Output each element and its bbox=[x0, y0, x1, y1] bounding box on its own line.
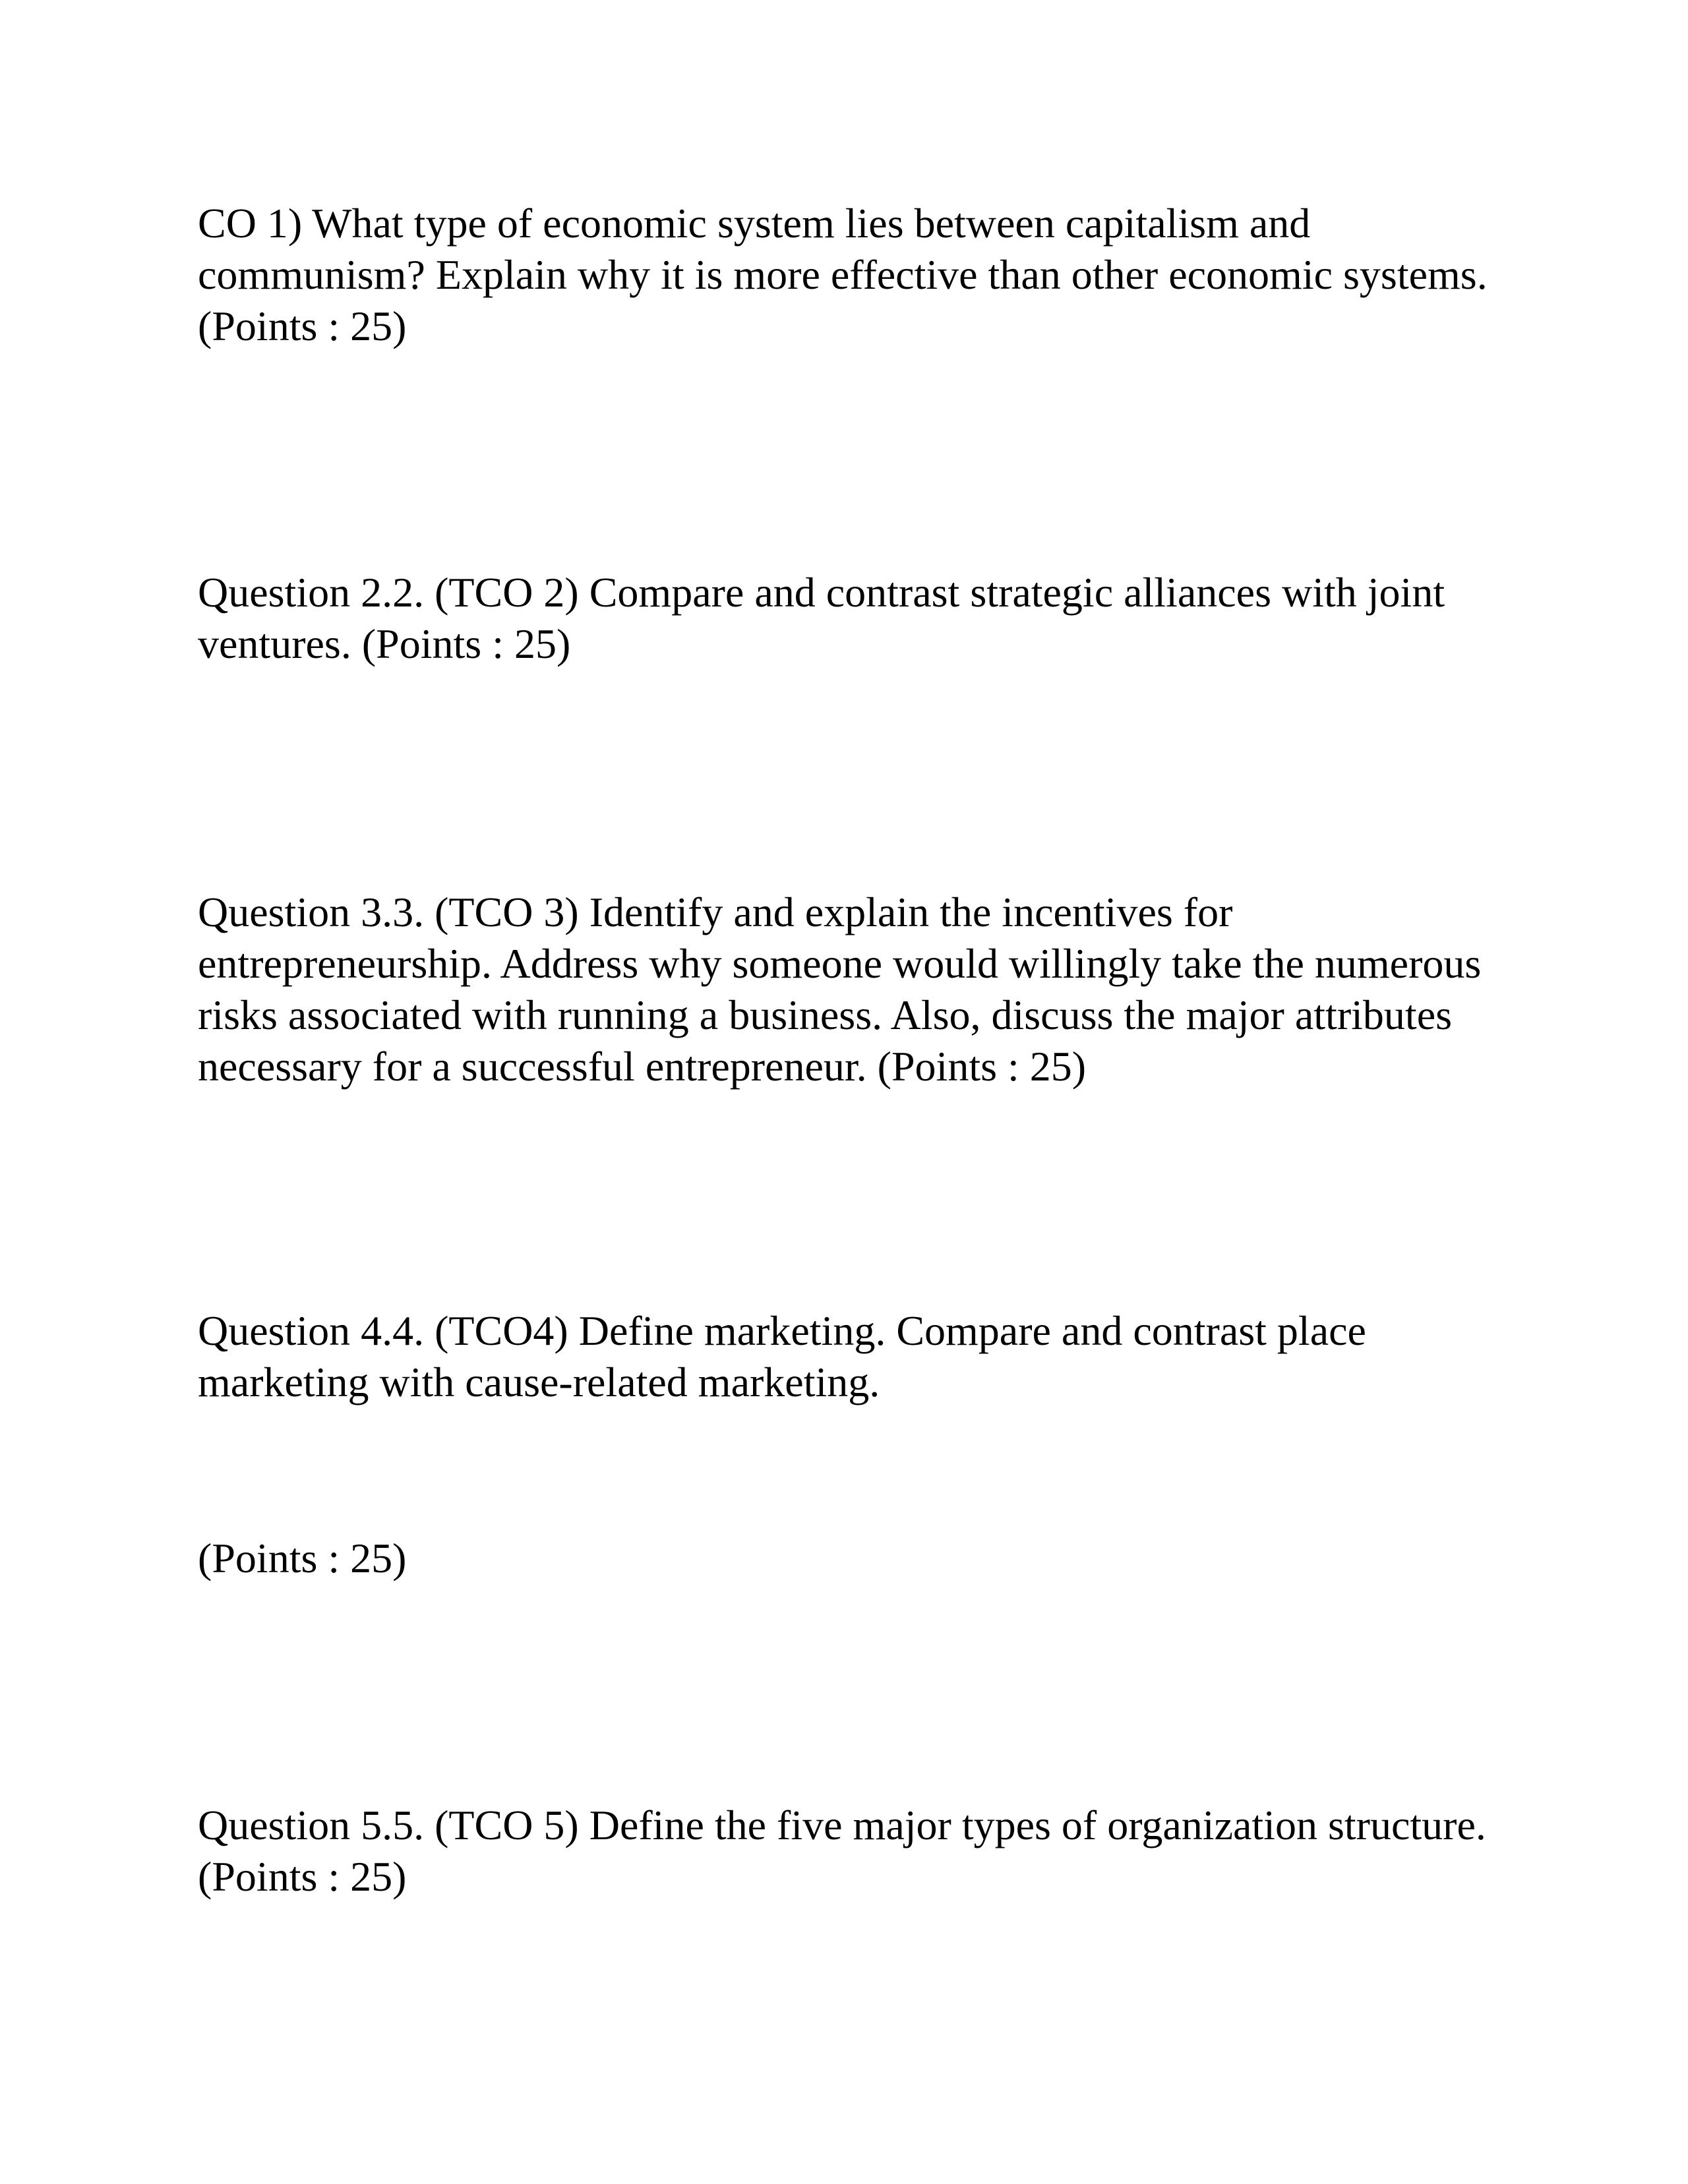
question-3-text: Question 3.3. (TCO 3) Identify and explain the incentives for entrepreneurship. Address why someone would willingly take the numerous risks associated with running a business. Also, discuss the major attributes necessary for a successful entrepreneur. (Points : 25) bbox=[198, 889, 1482, 1090]
question-1-text: CO 1) What type of economic system lies between capitalism and communism? Explain why it is more effective than other economic systems. (Points : 25) bbox=[198, 200, 1488, 349]
question-4-text: Question 4.4. (TCO4) Define marketing. Compare and contrast place marketing with cause-related marketing. bbox=[198, 1307, 1366, 1405]
question-5-text: Question 5.5. (TCO 5) Define the five major types of organization structure. (Points : 25) bbox=[198, 1802, 1486, 1900]
question-4-points: (Points : 25) bbox=[198, 1535, 407, 1581]
question-2-text: Question 2.2. (TCO 2) Compare and contrast strategic alliances with joint ventures. (Points : 25) bbox=[198, 569, 1445, 667]
